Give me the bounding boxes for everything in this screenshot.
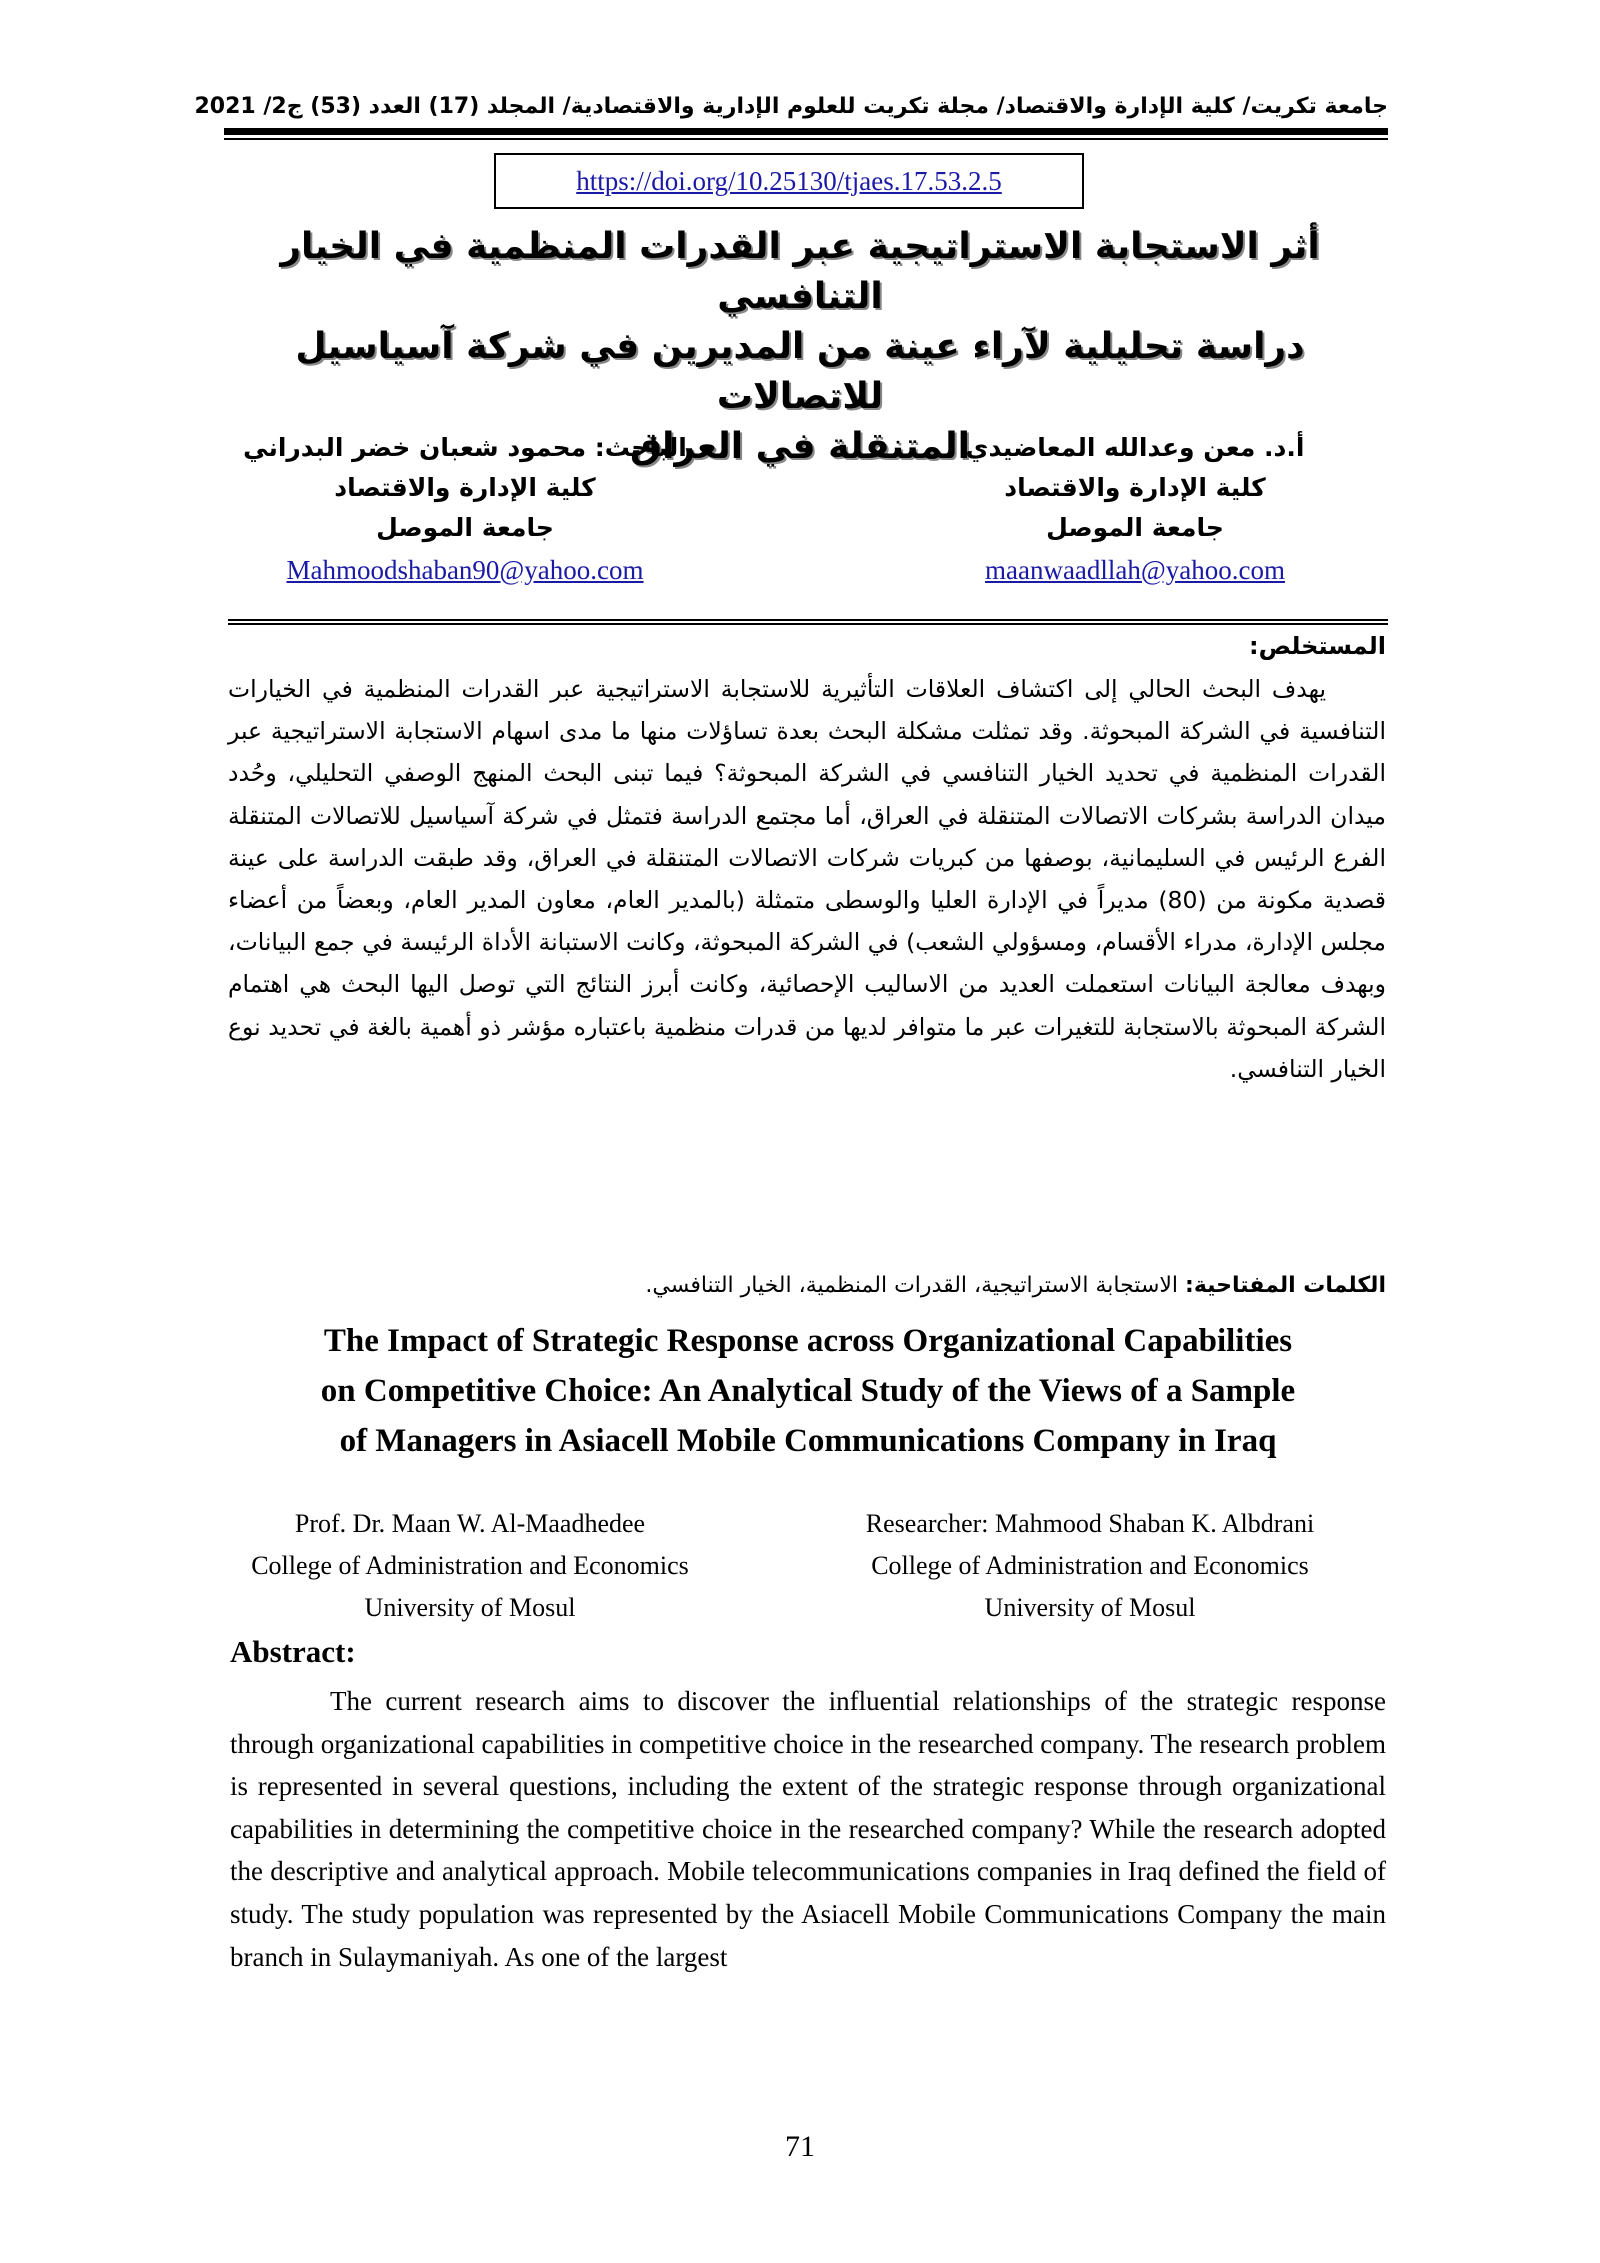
arabic-title-line: المتنقلة في العراق xyxy=(630,426,970,467)
author-email-link[interactable]: maanwaadllah@yahoo.com xyxy=(984,555,1285,585)
english-abstract-heading: Abstract: xyxy=(230,1634,356,1669)
english-title xyxy=(228,1316,1388,1466)
author-email-link[interactable]: Mahmoodshaban90@yahoo.com xyxy=(286,555,644,585)
author-university: University of Mosul xyxy=(984,1593,1196,1622)
journal-running-header: جامعة تكريت/ كلية الإدارة والاقتصاد/ مجلة تكريت للعلوم الإدارية والاقتصادية/ المجلد (17) العدد (53) ج2/ 2021 xyxy=(194,94,1388,119)
arabic-abstract-heading: المستخلص: xyxy=(1249,632,1386,660)
author-college: College of Administration and Economics xyxy=(871,1551,1309,1580)
author-college: كلية الإدارة والاقتصاد xyxy=(334,473,596,502)
doi-link[interactable]: https://doi.org/10.25130/tjaes.17.53.2.5 xyxy=(576,166,1002,196)
english-title-line: of Managers in Asiacell Mobile Communications Company in Iraq xyxy=(339,1423,1277,1459)
header-rule-thin xyxy=(224,138,1388,140)
author-college: كلية الإدارة والاقتصاد xyxy=(1004,473,1266,502)
arabic-title-line: دراسة تحليلية لآراء عينة من المديرين في شركة آسياسيل للاتصالات xyxy=(295,326,1305,417)
header-rule xyxy=(224,128,1388,135)
author-university: جامعة الموصل xyxy=(1046,513,1224,542)
author-name: أ.د. معن وعدالله المعاضيدي xyxy=(965,433,1305,462)
arabic-abstract-body: يهدف البحث الحالي إلى اكتشاف العلاقات التأثيرية للاستجابة الاستراتيجية عبر القدرات المنظمية في الخيارات التنافسية في الشركة المبحوثة. وقد تمثلت مشكلة البحث بعدة تساؤلات منها ما مدى اسهام الاستجابة الاستراتيجية عبر القدرات المنظمية في تحديد الخيار التنافسي في الشركة المبحوثة؟ فيما تبنى البحث المنهج الوصفي التحليلي، وحُدد ميدان الدراسة بشركات الاتصالات المتنقلة في العراق، أما مجتمع الدراسة فتمثل في شركة آسياسيل للاتصالات المتنقلة الفرع الرئيس في السليمانية، بوصفها من كبريات شركات الاتصالات المتنقلة في العراق، وقد طبقت الدراسة على عينة قصدية مكونة من (80) مديراً في الإدارة العليا والوسطى متمثلة (بالمدير العام، معاون المدير العام، وبعضاً من أعضاء مجلس الإدارة، مدراء الأقسام، ومسؤولي الشعب) في الشركة المبحوثة، وكانت الاستبانة الأداة الرئيسة في جمع البيانات، وبهدف معالجة البيانات استعملت العديد من الاساليب الإحصائية، وكانت أبرز النتائج التي توصل اليها البحث هي اهتمام الشركة المبحوثة بالاستجابة للتغيرات عبر ما متوافر لديها من قدرات منظمية باعتباره مؤشر ذو أهمية بالغة في تحديد نوع الخيار التنافسي. xyxy=(228,675,1386,1083)
author-name: الباحث: محمود شعبان خضر البدراني xyxy=(243,433,687,462)
section-divider-thin xyxy=(228,623,1388,625)
author-name: Researcher: Mahmood Shaban K. Albdrani xyxy=(865,1509,1315,1538)
arabic-author-2 xyxy=(230,428,700,590)
arabic-author-1 xyxy=(900,428,1370,590)
english-title-line: on Competitive Choice: An Analytical Study of the Views of a Sample xyxy=(320,1373,1296,1409)
doi-box xyxy=(494,153,1084,209)
keywords-text: الاستجابة الاستراتيجية، القدرات المنظمية، الخيار التنافسي. xyxy=(645,1273,1186,1298)
english-title-line: The Impact of Strategic Response across Organizational Capabilities xyxy=(323,1323,1293,1359)
author-university: جامعة الموصل xyxy=(376,513,554,542)
arabic-keywords xyxy=(228,1270,1386,1302)
author-college: College of Administration and Economics xyxy=(251,1551,689,1580)
author-university: University of Mosul xyxy=(364,1593,576,1622)
page-number: 71 xyxy=(785,2130,815,2163)
english-author-2 xyxy=(810,1503,1370,1629)
english-author-1 xyxy=(190,1503,750,1629)
author-name: Prof. Dr. Maan W. Al-Maadhedee xyxy=(294,1509,646,1538)
arabic-title-line: أثر الاستجابة الاستراتيجية عبر القدرات المنظمية في الخيار التنافسي xyxy=(280,226,1320,317)
keywords-label: الكلمات المفتاحية: xyxy=(1185,1273,1386,1298)
section-divider xyxy=(228,619,1388,621)
english-abstract-body: The current research aims to discover the influential relationships of the strategic response through organizational capabilities in competitive choice in the researched company. The research problem is represented in several questions, including the extent of the strategic response through organizational capabilities in determining the competitive choice in the researched company? While the research adopted the descriptive and analytical approach. Mobile telecommunications companies in Iraq defined the field of study. The study population was represented by the Asiacell Mobile Communications Company the main branch in Sulaymaniyah. As one of the largest xyxy=(230,1686,1386,1972)
